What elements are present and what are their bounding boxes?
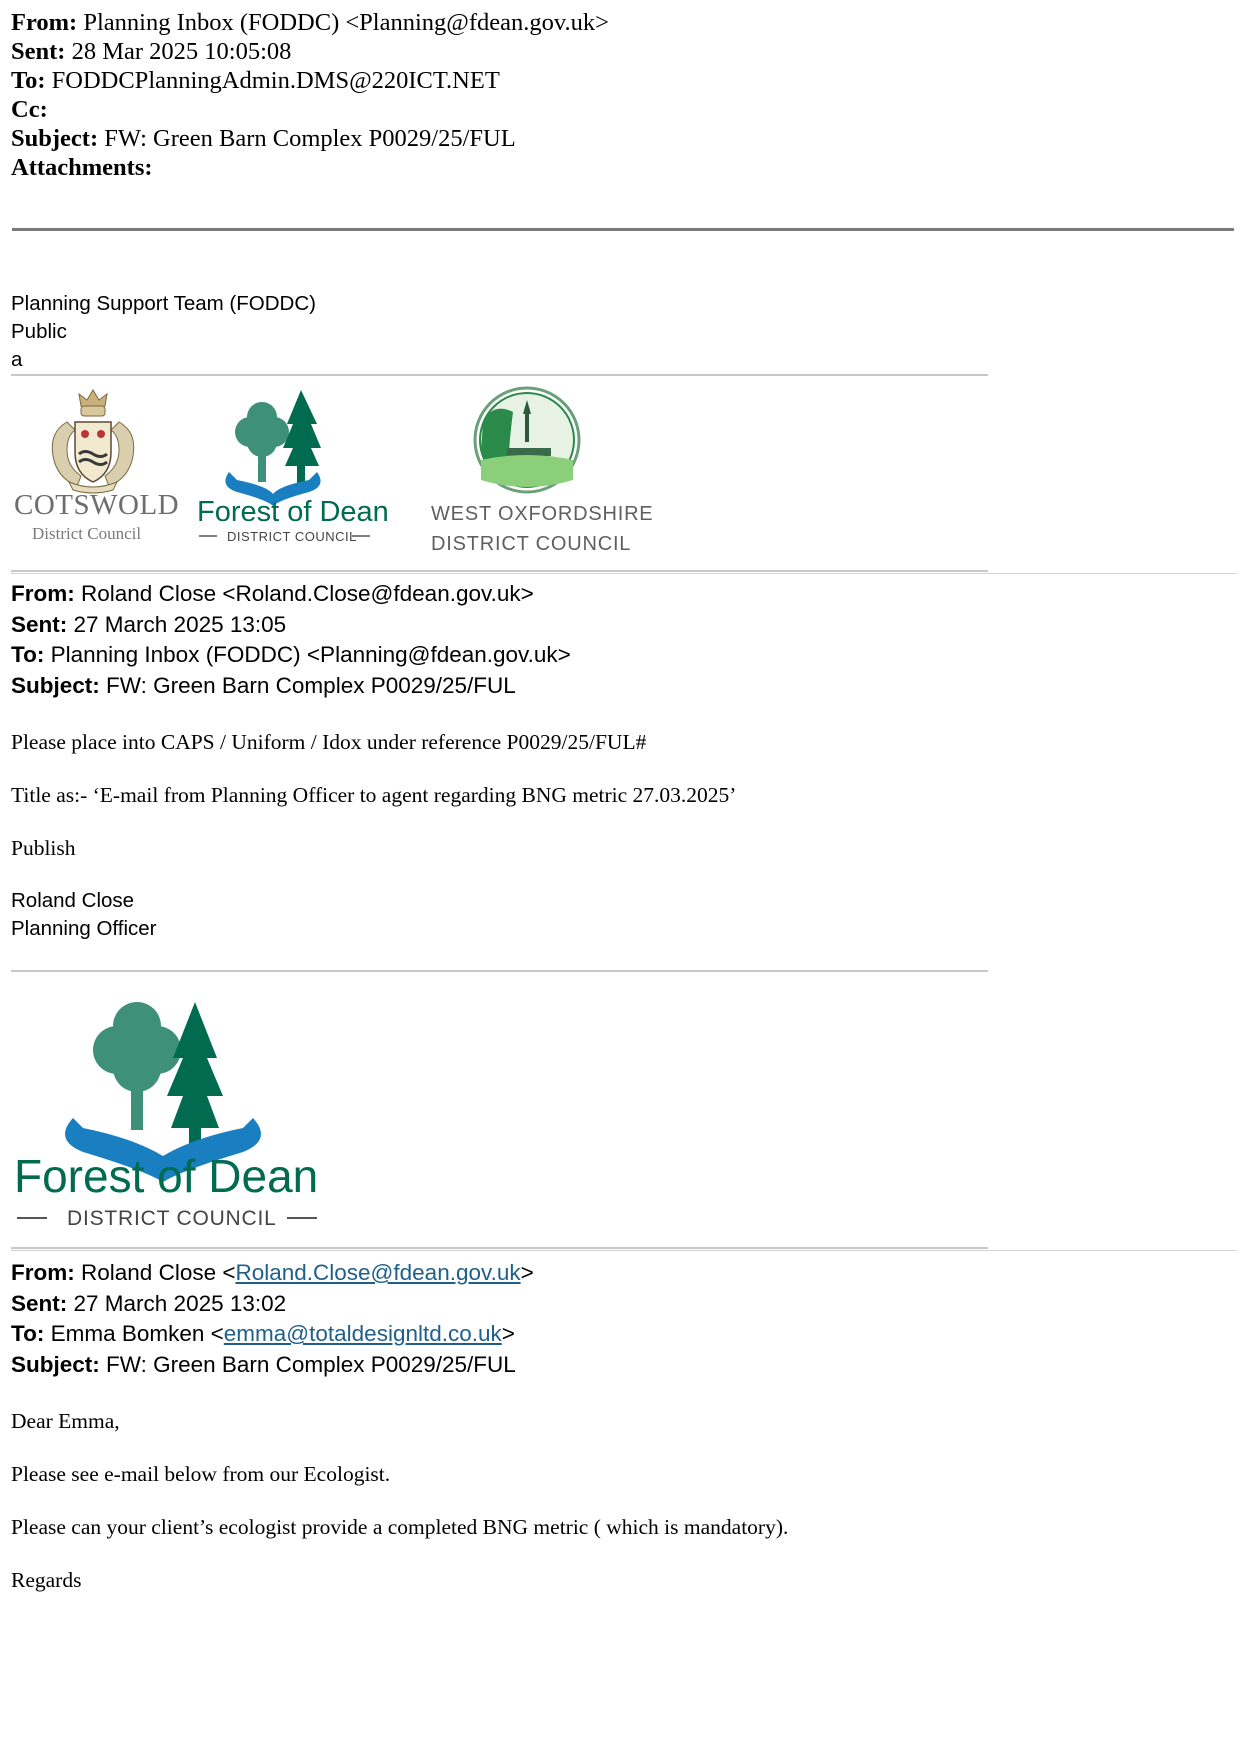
signature-top xyxy=(11,290,316,374)
cc-label: Cc: xyxy=(11,96,48,123)
header-divider xyxy=(12,228,1234,231)
forest-of-dean-trees-icon xyxy=(197,382,389,560)
wo-sub: DISTRICT COUNCIL xyxy=(431,533,632,555)
to-label: To: xyxy=(11,67,46,94)
email2-from-label: From: xyxy=(11,1260,75,1285)
email2-to-close: > xyxy=(501,1321,515,1346)
email1-from-row xyxy=(11,579,571,610)
forest-of-dean-large-trees-icon xyxy=(11,978,331,1240)
divider xyxy=(11,570,988,572)
cotswold-logo xyxy=(11,382,180,560)
from-value: Planning Inbox (FODDC) <Planning@fdean.gov.uk> xyxy=(83,9,609,36)
forest-of-dean-logo-large xyxy=(11,978,331,1240)
wo-name: WEST OXFORDSHIRE xyxy=(431,503,654,525)
email1-from-label: From: xyxy=(11,581,75,606)
divider xyxy=(11,573,1237,574)
divider xyxy=(11,970,988,972)
to-value: FODDCPlanningAdmin.DMS@220ICT.NET xyxy=(51,67,500,94)
email2-from-close: > xyxy=(520,1260,534,1285)
header-attachments-row xyxy=(11,153,609,182)
email2-closing: Regards xyxy=(11,1568,82,1592)
subject-label: Subject: xyxy=(11,125,99,152)
email1-signature xyxy=(11,887,156,943)
cotswold-sub: District Council xyxy=(32,524,142,543)
email2-subject-label: Subject: xyxy=(11,1351,100,1377)
email1-body-publish: Publish xyxy=(11,836,76,860)
email1-to-row xyxy=(11,640,571,671)
email1-sent-row xyxy=(11,610,571,641)
cotswold-crest-icon xyxy=(11,382,180,560)
header-from-row xyxy=(11,8,609,37)
email1-sent-value: 27 March 2025 13:05 xyxy=(73,611,287,637)
attachments-label: Attachments: xyxy=(11,154,153,181)
email2-to-label: To: xyxy=(11,1321,45,1346)
email1-to-value: Planning Inbox (FODDC) <Planning@fdean.gov.uk> xyxy=(50,642,571,667)
email2-body-ecologist: Please see e-mail below from our Ecologist. xyxy=(11,1462,391,1486)
fod-sub-small: DISTRICT COUNCIL xyxy=(227,529,357,544)
fod-name-large: Forest of Dean xyxy=(14,1150,319,1202)
email1-subject-label: Subject: xyxy=(11,672,100,698)
email1-to-label: To: xyxy=(11,642,45,667)
header-subject-row xyxy=(11,124,609,153)
email2-to-name: Emma Bomken < xyxy=(50,1321,224,1346)
email1-from-value: Roland Close <Roland.Close@fdean.gov.uk> xyxy=(81,581,534,606)
email2-greeting: Dear Emma, xyxy=(11,1409,120,1433)
email1-sig-name: Roland Close xyxy=(11,889,135,912)
email2-body-request: Please can your client’s ecologist provide a completed BNG metric ( which is mandatory). xyxy=(11,1515,789,1539)
sent-label: Sent: xyxy=(11,38,66,65)
divider xyxy=(11,1250,1237,1251)
email2-subject-value: FW: Green Barn Complex P0029/25/FUL xyxy=(106,1351,516,1377)
email2-from-name: Roland Close < xyxy=(81,1260,236,1285)
west-oxfordshire-emblem-icon xyxy=(429,382,654,560)
signature-team: Planning Support Team (FODDC) xyxy=(11,292,316,315)
email2-sent-label: Sent: xyxy=(11,1290,68,1316)
cotswold-name: COTSWOLD xyxy=(14,489,180,521)
message-header xyxy=(11,8,609,182)
west-oxfordshire-logo xyxy=(429,382,654,560)
header-sent-row xyxy=(11,37,609,66)
email2-from-email-link[interactable]: Roland.Close@fdean.gov.uk xyxy=(235,1260,521,1285)
email1-subject-row xyxy=(11,671,571,702)
subject-value: FW: Green Barn Complex P0029/25/FUL xyxy=(104,125,516,152)
email2-sent-value: 27 March 2025 13:02 xyxy=(73,1290,287,1316)
header-cc-row xyxy=(11,95,609,124)
council-logos xyxy=(11,382,654,560)
forest-of-dean-logo-small xyxy=(197,382,389,560)
header-to-row xyxy=(11,66,609,95)
divider xyxy=(11,1247,988,1249)
email2-to-email-link[interactable]: emma@totaldesignltd.co.uk xyxy=(223,1321,502,1346)
divider xyxy=(11,374,988,376)
email2-sent-row xyxy=(11,1289,534,1320)
email1-sig-title: Planning Officer xyxy=(11,917,157,940)
sent-value: 28 Mar 2025 10:05:08 xyxy=(71,38,292,65)
signature-classification: Public xyxy=(11,320,67,343)
email2-from-row xyxy=(11,1258,534,1289)
fod-sub-large: DISTRICT COUNCIL xyxy=(67,1207,277,1230)
email1-subject-value: FW: Green Barn Complex P0029/25/FUL xyxy=(106,672,516,698)
from-label: From: xyxy=(11,9,78,36)
email1-header xyxy=(11,579,571,701)
email1-body-instruction: Please place into CAPS / Uniform / Idox under reference P0029/25/FUL# xyxy=(11,730,647,754)
email1-sent-label: Sent: xyxy=(11,611,68,637)
fod-name-small: Forest of Dean xyxy=(197,496,389,528)
email2-subject-row xyxy=(11,1350,534,1381)
email2-header xyxy=(11,1258,534,1380)
signature-extra: a xyxy=(11,348,23,371)
email1-body-title: Title as:- ‘E-mail from Planning Officer to agent regarding BNG metric 27.03.2025’ xyxy=(11,783,737,807)
email2-to-row xyxy=(11,1319,534,1350)
